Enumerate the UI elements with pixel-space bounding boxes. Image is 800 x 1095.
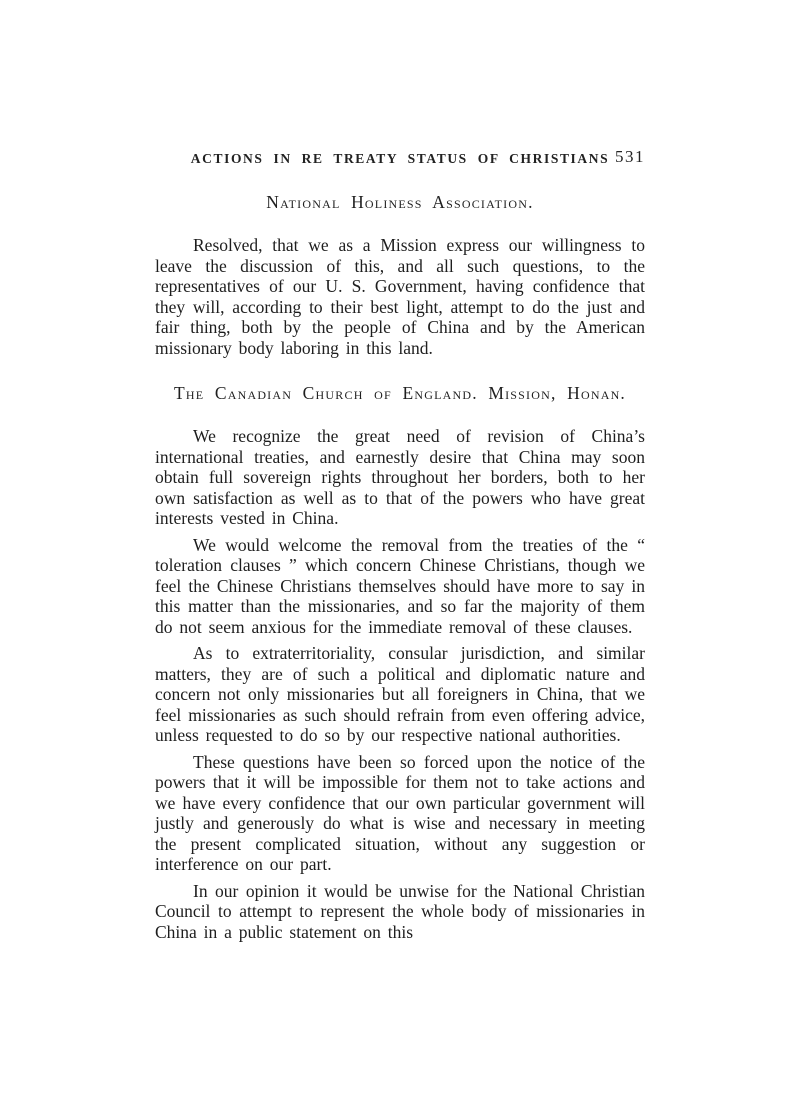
running-head: ACTIONS IN RE TREATY STATUS OF CHRISTIANS [190, 151, 610, 166]
page-number: 531 [615, 147, 645, 166]
section-heading: The Canadian Church of England. Mission, Honan. [173, 383, 627, 403]
paragraph: These questions have been so forced upon the notice of the powers that it will be impossible for them not to take actions and we have every confidence that our own particular government will justly and generously do what is wise and necessary in meeting the present complicated situation, without any suggestion or interference on our part. [155, 751, 645, 874]
page-header [155, 147, 645, 168]
paragraph: We would welcome the removal from the treaties of the “ toleration clauses ” which concern Chinese Christians, though we feel the Chinese Christians themselves should have more to say in this matter than the missionaries, and so far the majority of them do not seem anxious for the immediate removal of these clauses. [155, 534, 645, 637]
paragraph: As to extraterritoriality, consular jurisdiction, and similar matters, they are of such a political and diplomatic nature and concern not only missionaries but all foreigners in China, that we feel missionaries as such should refrain from even offering advice, unless requested to do so by our respective national authorities. [155, 643, 645, 745]
paragraph: Resolved, that we as a Mission express our willingness to leave the discussion of this, and all such questions, to the representatives of our U. S. Government, having confidence that they will, according to their best light, attempt to do the just and fair thing, both by the people of China and by the American missionary body laboring in this land. [155, 235, 645, 358]
section-heading: National Holiness Association. [266, 192, 534, 212]
paragraph: We recognize the great need of revision of China’s international treaties, and earnestly desire that China may soon obtain full sovereign rights throughout her borders, both to her own satisfaction as well as to that of the powers who have great interests vested in China. [155, 426, 645, 528]
paragraph: In our opinion it would be unwise for the National Christian Council to attempt to represent the whole body of missionaries in China in a public statement on this [155, 880, 645, 942]
section-national-holiness-association [155, 192, 645, 358]
section-canadian-church-of-england-mission [155, 383, 645, 942]
book-page [155, 147, 645, 942]
